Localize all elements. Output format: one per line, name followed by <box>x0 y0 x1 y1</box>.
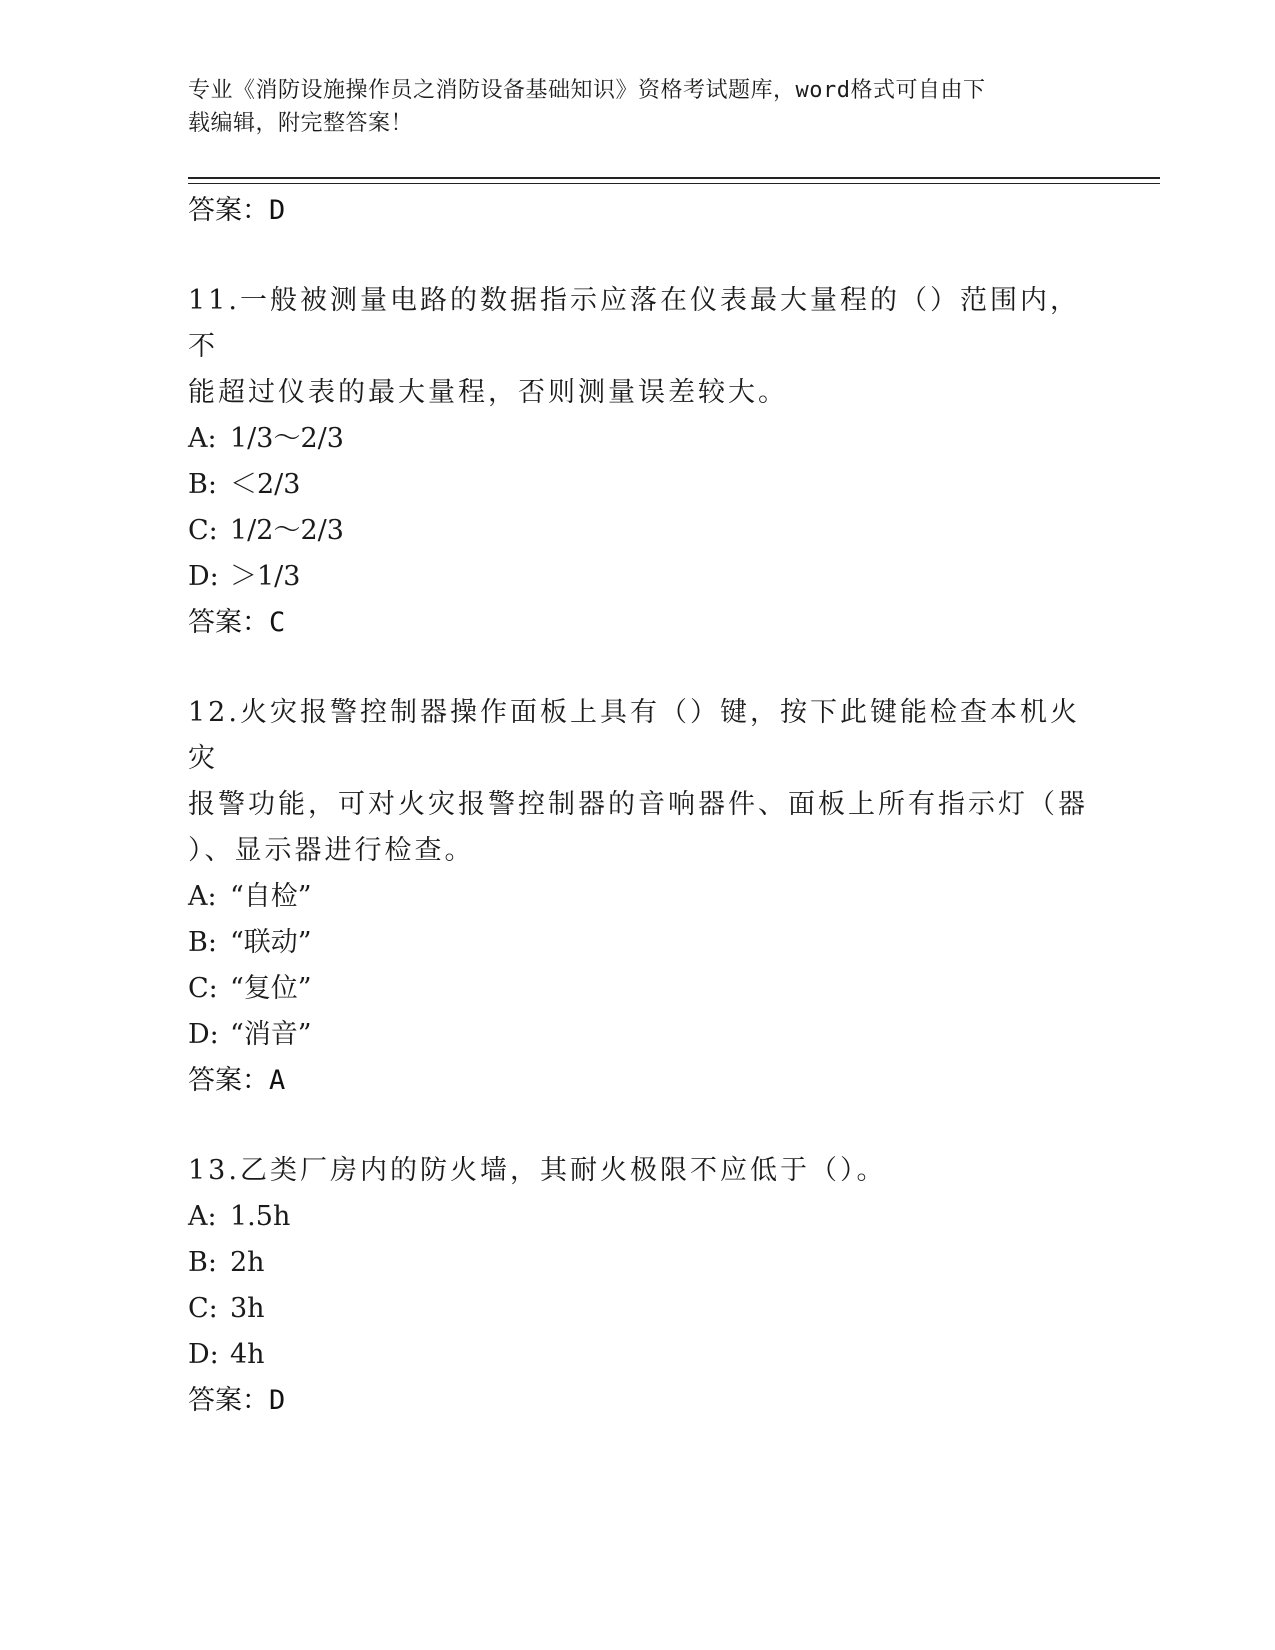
option-d <box>188 1332 1088 1378</box>
option-c <box>188 1286 1088 1332</box>
question-stem <box>188 278 1088 416</box>
option-letter: A: <box>188 1201 217 1232</box>
option-b <box>188 920 1088 966</box>
option-c <box>188 508 1088 554</box>
header-rule-thin <box>188 183 1160 184</box>
option-a <box>188 874 1088 920</box>
question-stem <box>188 690 1088 874</box>
option-text: “自检” <box>230 881 312 912</box>
option-d <box>188 554 1088 600</box>
option-text: 1/3～2/3 <box>230 423 344 454</box>
question-stem-line: ）、显示器进行检查。 <box>188 835 475 866</box>
option-letter: B: <box>188 1247 217 1278</box>
option-letter: D: <box>188 561 219 592</box>
option-a <box>188 1194 1088 1240</box>
question-stem-line: 能超过仪表的最大量程，否则测量误差较大。 <box>188 377 788 408</box>
option-text: “联动” <box>230 927 312 958</box>
option-letter: C: <box>188 1293 218 1324</box>
option-letter: D: <box>188 1019 219 1050</box>
question-stem-line: 13.乙类厂房内的防火墙，其耐火极限不应低于（）。 <box>188 1155 887 1186</box>
option-c <box>188 966 1088 1012</box>
option-b <box>188 1240 1088 1286</box>
option-text: 3h <box>230 1293 265 1324</box>
option-a <box>188 416 1088 462</box>
option-text: 1/2～2/3 <box>230 515 344 546</box>
answer-line: 答案：A <box>188 1065 286 1096</box>
option-letter: D: <box>188 1339 219 1370</box>
option-b <box>188 462 1088 508</box>
question-12 <box>188 690 1088 1104</box>
answer-line: 答案：C <box>188 607 286 638</box>
option-text: 4h <box>230 1339 265 1370</box>
question-13 <box>188 1148 1088 1424</box>
option-text: “消音” <box>230 1019 312 1050</box>
option-text: 2h <box>230 1247 265 1278</box>
header-line-2: 载编辑，附完整答案！ <box>188 111 414 136</box>
question-stem-line: 12.火灾报警控制器操作面板上具有（）键，按下此键能检查本机火灾 <box>188 697 1080 774</box>
document-header <box>188 74 1088 140</box>
question-stem <box>188 1148 1088 1194</box>
option-letter: B: <box>188 469 217 500</box>
question-list <box>188 188 1088 1424</box>
question-stem-line: 报警功能，可对火灾报警控制器的音响器件、面板上所有指示灯（器 <box>188 789 1088 820</box>
question-stem-line: 11.一般被测量电路的数据指示应落在仪表最大量程的（）范围内，不 <box>188 285 1080 362</box>
option-d <box>188 1012 1088 1058</box>
question-11 <box>188 278 1088 646</box>
option-text: ＞1/3 <box>230 561 301 592</box>
option-text: “复位” <box>230 973 312 1004</box>
previous-answer: 答案：D <box>188 195 286 226</box>
option-letter: C: <box>188 973 218 1004</box>
option-letter: B: <box>188 927 217 958</box>
option-letter: A: <box>188 423 217 454</box>
option-letter: C: <box>188 515 218 546</box>
option-text: ＜2/3 <box>230 469 301 500</box>
header-rule-thick <box>188 177 1160 179</box>
option-letter: A: <box>188 881 217 912</box>
option-text: 1.5h <box>230 1201 291 1232</box>
header-line-1: 专业《消防设施操作员之消防设备基础知识》资格考试题库，word格式可自由下 <box>188 78 986 103</box>
answer-line: 答案：D <box>188 1385 286 1416</box>
